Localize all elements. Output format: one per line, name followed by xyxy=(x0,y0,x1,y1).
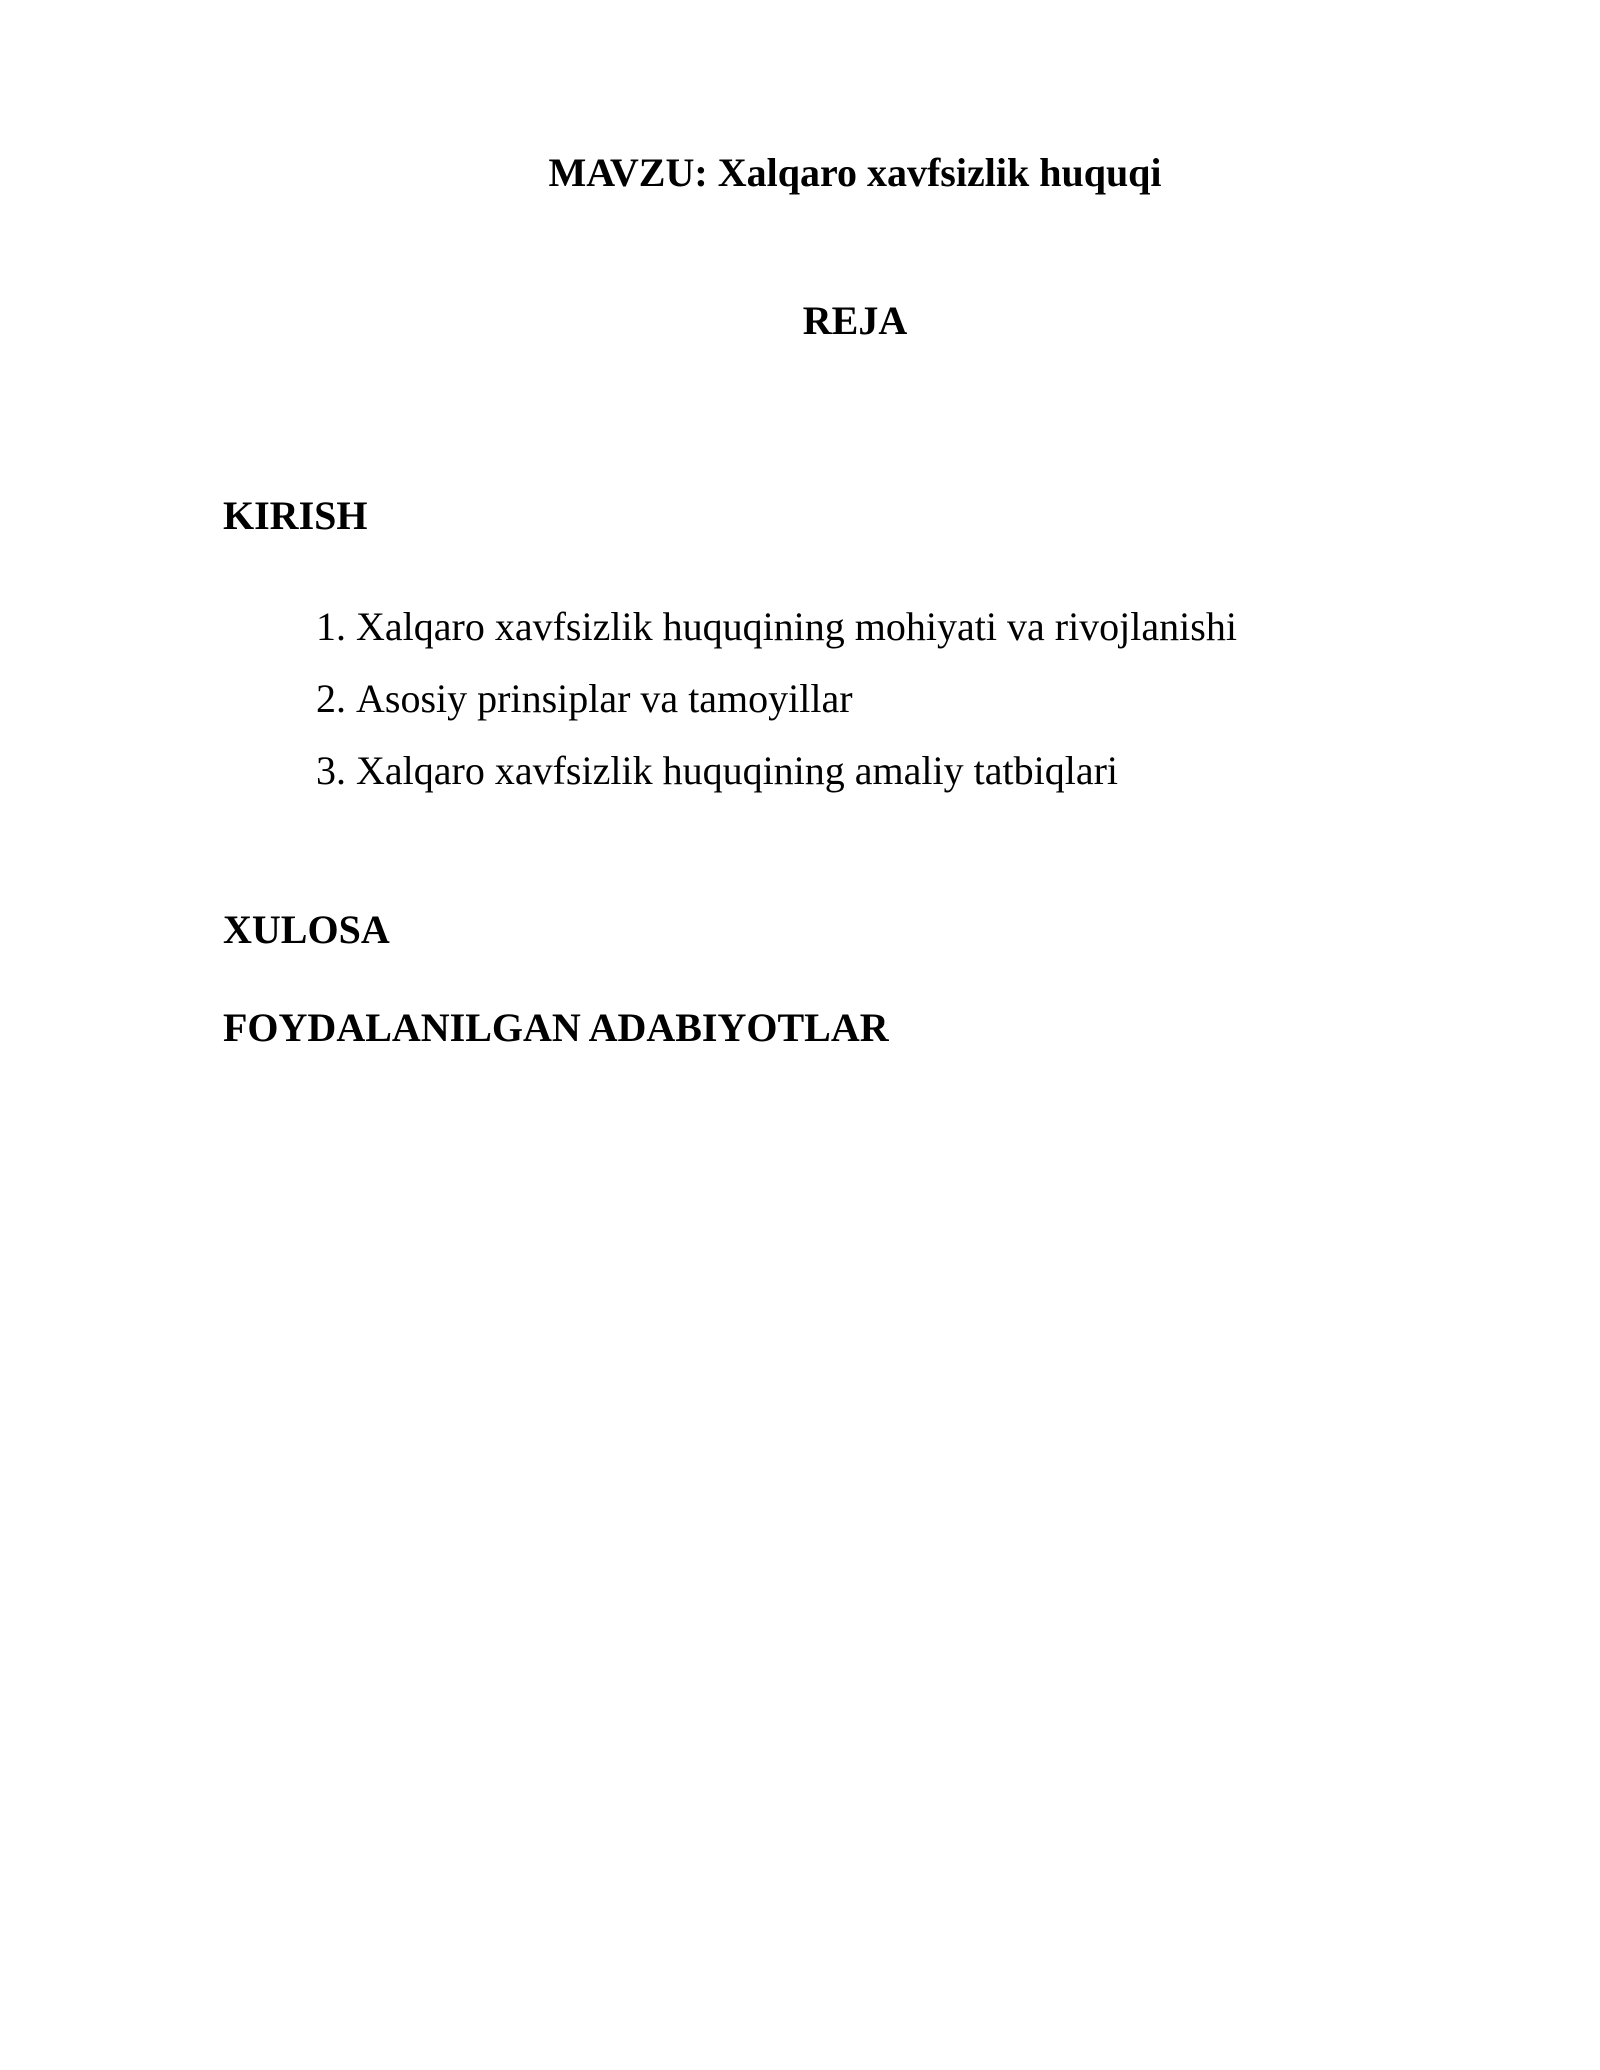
references-heading: FOYDALANILGAN ADABIYOTLAR xyxy=(223,1005,889,1050)
plan-item-text: Xalqaro xavfsizlik huquqining amaliy tatbiqlari xyxy=(356,748,1119,793)
plan-list xyxy=(316,591,1237,807)
plan-item-text: Xalqaro xavfsizlik huquqining mohiyati va rivojlanishi xyxy=(356,604,1237,649)
plan-item-number: 2. xyxy=(316,676,346,721)
plan-list-item xyxy=(316,735,1237,807)
intro-heading: KIRISH xyxy=(223,493,368,538)
plan-list-item xyxy=(316,663,1237,735)
plan-list-item xyxy=(316,591,1237,663)
plan-item-text: Asosiy prinsiplar va tamoyillar xyxy=(356,676,853,721)
plan-heading: REJA xyxy=(802,298,908,343)
plan-item-number: 1. xyxy=(316,604,346,649)
plan-item-number: 3. xyxy=(316,748,346,793)
conclusion-heading: XULOSA xyxy=(223,907,390,952)
page-title: MAVZU: Xalqaro xavfsizlik huquqi xyxy=(548,150,1162,195)
